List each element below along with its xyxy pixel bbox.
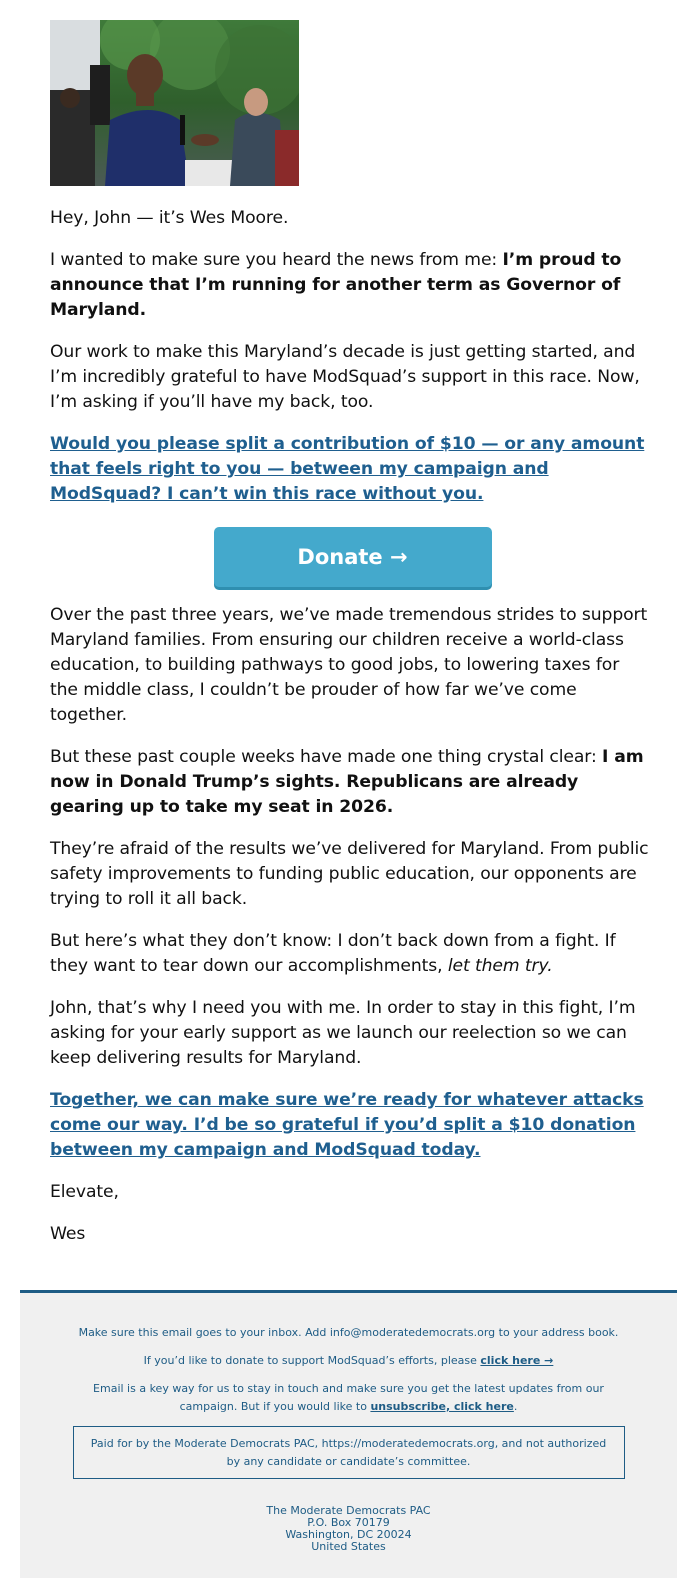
fight-italic: let them try. [447, 956, 553, 976]
inbox-note: Make sure this email goes to your inbox. Add info@moderatedemocrats.org to your address book. [78, 1326, 619, 1339]
address-line-1: The Moderate Democrats PAC [266, 1504, 431, 1517]
signature: Wes [50, 1224, 86, 1244]
donate-button-container [50, 527, 650, 587]
paid-for-disclaimer [73, 1426, 625, 1479]
trump-bold: I am now in Donald Trump’s sights. Republicans are already gearing up to take my seat in 2026. [50, 747, 644, 817]
disclaimer-text: Paid for by the Moderate Democrats PAC, https://moderatedemocrats.org, and not authorized by any candidate or candidate’s committee. [90, 1437, 607, 1468]
donation-link[interactable]: Together, we can make sure we’re ready for whatever attacks come our way. I’d be so grateful if you’d split a $10 donation between my campaign and ModSquad today. [50, 1090, 644, 1160]
mailing-address [20, 1505, 677, 1553]
address-line-4: United States [311, 1540, 386, 1553]
support-paragraph: Our work to make this Maryland’s decade is just getting started, and I’m incredibly grateful to have ModSquad’s support in this race. Now, I’m asking if you’ll have my back, too. [50, 342, 640, 412]
trump-paragraph [50, 745, 650, 820]
contribution-link-paragraph [50, 432, 650, 507]
unsubscribe-line [84, 1380, 614, 1416]
donation-link-paragraph [50, 1088, 650, 1163]
address-line-2: P.O. Box 70179 [307, 1516, 390, 1529]
announcement-paragraph [50, 248, 650, 323]
footer-donate-line [20, 1352, 677, 1370]
unsubscribe-text: Email is a key way for us to stay in touch and make sure you get the latest updates from our campaign. But if you would like to [93, 1382, 604, 1413]
wes-moore-photo-image [50, 20, 299, 186]
early-support-paragraph: John, that’s why I need you with me. In order to stay in this fight, I’m asking for your early support as we launch our reelection so we can keep delivering results for Maryland. [50, 998, 636, 1068]
announcement-bold: I’m proud to announce that I’m running for another term as Governor of Maryland. [50, 250, 622, 320]
donate-button[interactable]: Donate → [214, 527, 492, 587]
greeting: Hey, John — it’s Wes Moore. [50, 208, 289, 228]
email-footer [20, 1290, 677, 1578]
footer-donate-link[interactable]: click here → [480, 1354, 554, 1367]
contribution-link[interactable]: Would you please split a contribution of $10 — or any amount that feels right to you — between my campaign and ModSquad? I can’t win this race without you. [50, 434, 645, 504]
trump-text: But these past couple weeks have made one thing crystal clear: [50, 747, 603, 767]
unsubscribe-end: . [513, 1400, 518, 1413]
accomplishments-paragraph: Over the past three years, we’ve made tremendous strides to support Maryland families. From ensuring our children receive a world-class education, to building pathways to good jobs, to lowering taxes for the middle class, I couldn’t be prouder of how far we’ve come together. [50, 605, 648, 725]
closing: Elevate, [50, 1182, 119, 1202]
email-body [50, 20, 650, 1264]
address-line-3: Washington, DC 20024 [285, 1528, 412, 1541]
footer-donate-text: If you’d like to donate to support ModSquad’s efforts, please [143, 1354, 481, 1367]
fight-text: But here’s what they don’t know: I don’t back down from a fight. If they want to tear down our accomplishments, [50, 931, 616, 976]
header-photo [50, 20, 299, 186]
unsubscribe-link[interactable]: unsubscribe, click here [370, 1400, 514, 1413]
results-paragraph: They’re afraid of the results we’ve delivered for Maryland. From public safety improvements to funding public education, our opponents are trying to roll it all back. [50, 839, 649, 909]
fight-paragraph [50, 929, 650, 979]
announcement-text: I wanted to make sure you heard the news from me: [50, 250, 503, 270]
